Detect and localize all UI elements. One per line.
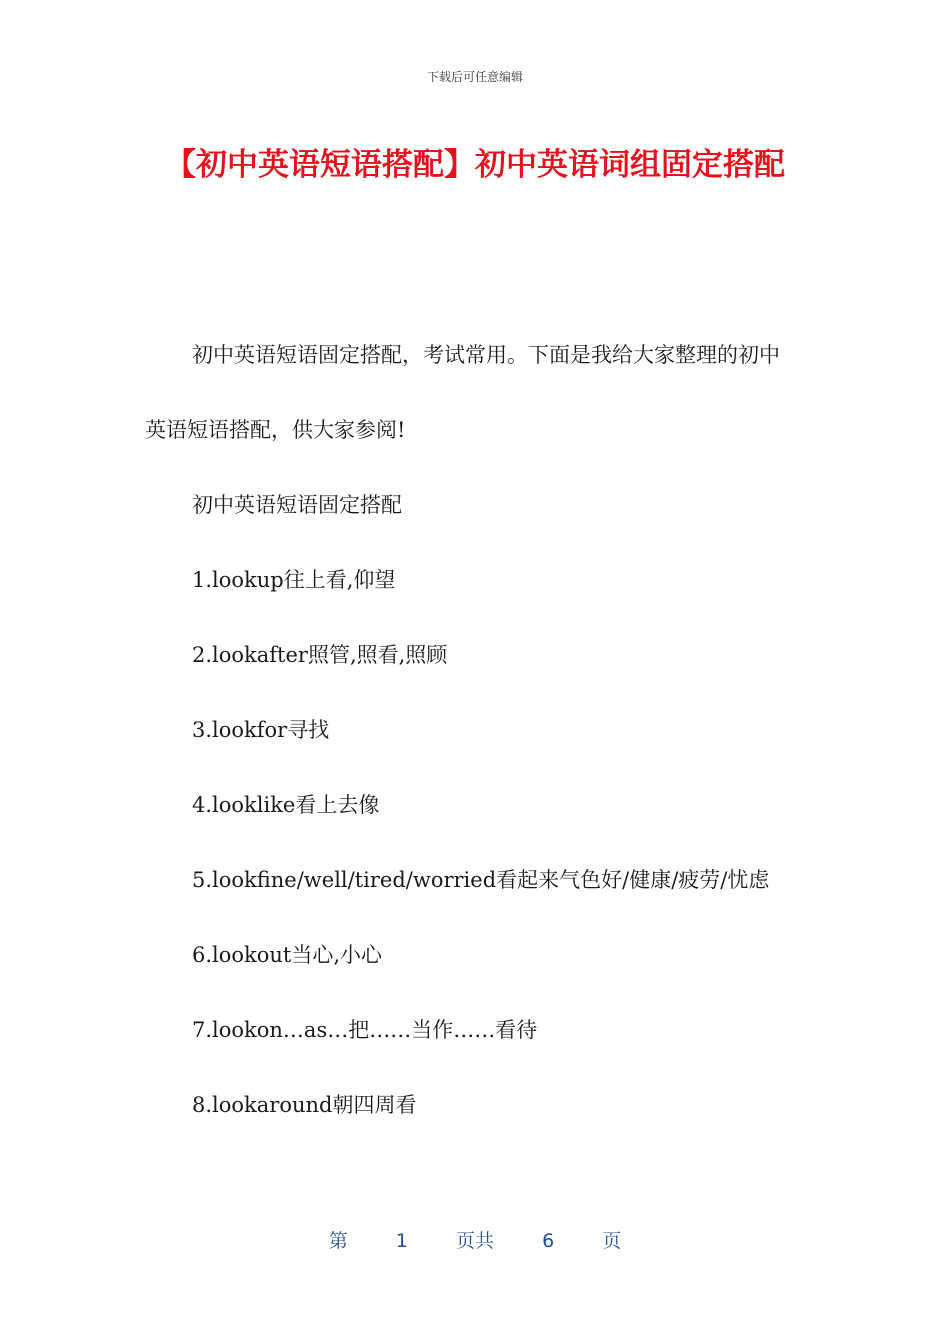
list-item: 4.looklike看上去像 xyxy=(192,793,380,817)
footer-total-pages: 6 xyxy=(542,1230,555,1252)
footer-page-number: 1 xyxy=(395,1230,408,1252)
section-heading: 初中英语短语固定搭配 xyxy=(192,493,402,517)
footer-suffix: 页 xyxy=(602,1230,622,1252)
list-item: 3.lookfor寻找 xyxy=(192,718,330,742)
header-note: 下载后可任意编辑 xyxy=(426,70,523,84)
list-item: 6.lookout当心,小心 xyxy=(192,943,383,967)
page-footer xyxy=(0,1226,950,1253)
list-item: 2.lookafter照管,照看,照顾 xyxy=(192,643,448,667)
document-body xyxy=(145,318,795,1143)
list-item: 1.lookup往上看,仰望 xyxy=(192,568,396,592)
intro-paragraph: 初中英语短语固定搭配，考试常用。下面是我给大家整理的初中英语短语搭配，供大家参阅! xyxy=(145,343,780,442)
list-item: 8.lookaround朝四周看 xyxy=(192,1093,417,1117)
list-item: 7.lookon…as…把……当作……看待 xyxy=(192,1018,538,1042)
list-item: 5.lookfine/well/tired/worried看起来气色好/健康/疲劳/忧虑 xyxy=(192,868,770,892)
document-title: 【初中英语短语搭配】初中英语词组固定搭配 xyxy=(165,147,785,183)
footer-prefix: 第 xyxy=(328,1230,348,1252)
footer-middle: 页共 xyxy=(455,1230,494,1252)
